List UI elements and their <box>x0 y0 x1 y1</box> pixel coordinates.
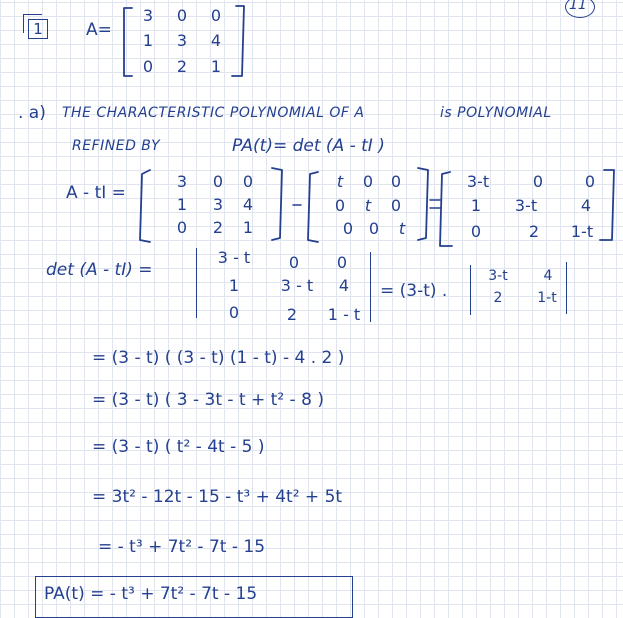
result-cell: 1 <box>470 196 482 215</box>
step-1: = (3 - t) ( (3 - t) (1 - t) - 4 . 2 ) <box>92 348 345 368</box>
det-cell: 0 <box>228 303 240 322</box>
a-copy-cell: 0 <box>242 172 254 191</box>
minor-cell: 2 <box>493 290 503 306</box>
result-cell: 0 <box>532 172 544 191</box>
minor-bar-left <box>470 265 471 315</box>
a-copy-cell: 1 <box>242 218 254 237</box>
matrix-a-cell: 0 <box>142 57 154 76</box>
result-cell: 1-t <box>570 222 594 241</box>
matrix-a-cell: 3 <box>176 31 188 50</box>
step-5: = - t³ + 7t² - 7t - 15 <box>98 537 266 557</box>
part-a-line1-end: is POLYNOMIAL <box>440 105 552 121</box>
ti-cell: t <box>398 219 406 238</box>
a-copy-cell: 3 <box>212 195 224 214</box>
minor-cell: 4 <box>543 268 553 284</box>
result-cell: 2 <box>528 222 540 241</box>
det-cell: 0 <box>288 253 300 272</box>
matrix-a-cell: 0 <box>210 6 222 25</box>
matrix-a-cell: 0 <box>176 6 188 25</box>
minor-cell: 3-t <box>488 268 508 284</box>
part-a-marker: . a) <box>18 103 46 123</box>
det-expansion: = (3-t) . <box>380 281 448 301</box>
page-number-text: 11 <box>569 0 587 13</box>
a-copy-cell: 4 <box>242 195 254 214</box>
matrix-a-cell: 4 <box>210 31 222 50</box>
a-copy-cell: 1 <box>176 195 188 214</box>
matrix-a-cell: 3 <box>142 6 154 25</box>
ti-cell: 0 <box>368 219 380 238</box>
a-copy-cell: 0 <box>176 218 188 237</box>
ti-cell: 0 <box>390 196 402 215</box>
minor-bar-right <box>566 262 567 314</box>
step-2: = (3 - t) ( 3 - 3t - t + t² - 8 ) <box>92 390 324 410</box>
subtraction-label: A - tI = <box>66 183 126 203</box>
result-cell: 0 <box>584 172 596 191</box>
step-4: = 3t² - 12t - 15 - t³ + 4t² + 5t <box>92 487 343 507</box>
minor-cell: 1-t <box>537 290 557 306</box>
result-cell: 0 <box>470 222 482 241</box>
det-cell: 0 <box>336 253 348 272</box>
det-bar-left <box>196 248 197 318</box>
det-label: det (A - tI) = <box>46 260 153 280</box>
problem-number-box: 1 <box>28 19 48 39</box>
part-a-definition: PA(t)= det (A - tI ) <box>232 136 385 156</box>
matrix-a-cell: 1 <box>210 57 222 76</box>
result-cell: 3-t <box>466 172 490 191</box>
matrix-a-cell: 1 <box>142 31 154 50</box>
result-cell: 3-t <box>514 196 538 215</box>
ti-cell: t <box>336 172 344 191</box>
det-cell: 1 - t <box>327 305 361 324</box>
det-cell: 3 - t <box>217 248 251 267</box>
final-answer: PA(t) = - t³ + 7t² - 7t - 15 <box>44 584 258 604</box>
result-cell: 4 <box>580 196 592 215</box>
part-a-line1: THE CHARACTERISTIC POLYNOMIAL OF A <box>62 105 365 121</box>
det-cell: 2 <box>286 305 298 324</box>
det-bar-right <box>370 252 371 322</box>
a-copy-cell: 0 <box>212 172 224 191</box>
matrix-a-label: A= <box>86 20 112 40</box>
ti-cell: t <box>364 196 372 215</box>
ti-cell: 0 <box>362 172 374 191</box>
a-copy-cell: 3 <box>176 172 188 191</box>
det-cell: 3 - t <box>280 276 314 295</box>
det-cell: 4 <box>338 276 350 295</box>
step-3: = (3 - t) ( t² - 4t - 5 ) <box>92 437 265 457</box>
matrix-a-cell: 2 <box>176 57 188 76</box>
part-a-line2: REFINED BY <box>72 138 161 154</box>
ti-cell: 0 <box>334 196 346 215</box>
det-cell: 1 <box>228 276 240 295</box>
a-copy-cell: 2 <box>212 218 224 237</box>
ti-cell: 0 <box>390 172 402 191</box>
page-number <box>565 0 595 18</box>
ti-cell: 0 <box>342 219 354 238</box>
